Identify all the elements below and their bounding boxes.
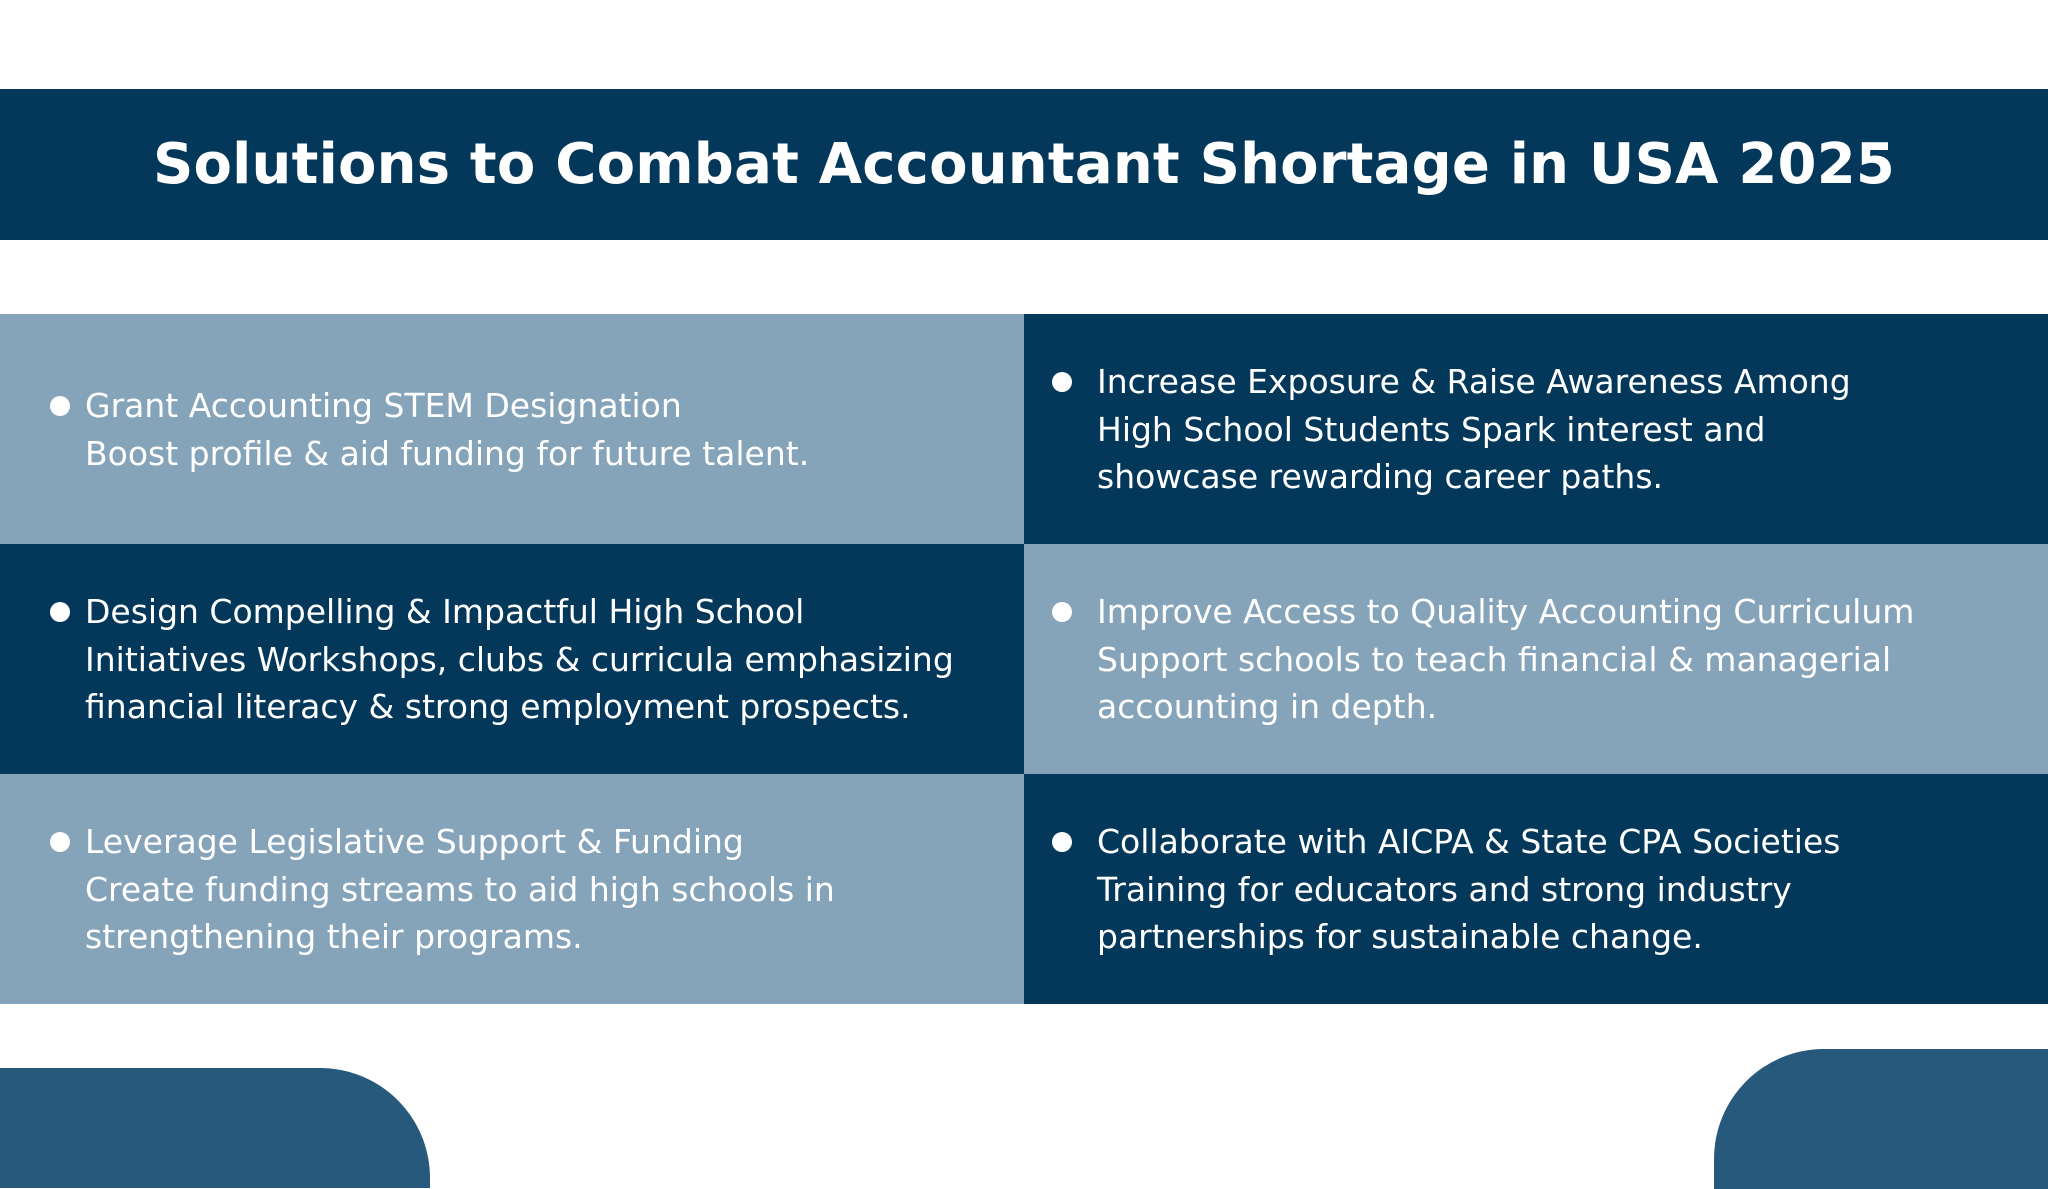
- solution-cell-legislative-support: [0, 774, 1024, 1004]
- solution-text: [85, 588, 954, 731]
- solution-line: strengthening their programs.: [85, 917, 583, 956]
- solution-line: High School Students Spark interest and: [1097, 409, 1766, 449]
- solution-heading: Increase Exposure & Raise Awareness Among: [1097, 362, 1851, 401]
- bullet-icon: [50, 832, 70, 852]
- solution-text: [85, 382, 809, 477]
- solution-line: financial literacy & strong employment prospects.: [85, 687, 911, 726]
- solution-line: showcase rewarding career paths.: [1097, 457, 1664, 496]
- solution-line: Initiatives Workshops, clubs & curricula emphasizing: [85, 639, 954, 679]
- solution-line: Boost profile & aid funding for future talent.: [85, 433, 810, 473]
- list-item: [50, 382, 809, 477]
- solution-cell-high-school-initiatives: [0, 544, 1024, 774]
- list-item: [50, 588, 954, 731]
- bullet-icon: [50, 396, 70, 416]
- solution-heading: Collaborate with AICPA & State CPA Societies: [1097, 822, 1841, 861]
- solution-text: [1097, 588, 1914, 731]
- solution-line: partnerships for sustainable change.: [1097, 917, 1703, 956]
- bullet-icon: [1052, 372, 1072, 392]
- list-item: [1052, 818, 1840, 961]
- solution-heading: Improve Access to Quality Accounting Curriculum: [1097, 592, 1915, 631]
- solution-cell-stem-designation: [0, 314, 1024, 544]
- solution-line: Training for educators and strong industry: [1097, 869, 1792, 909]
- solution-line: accounting in depth.: [1097, 687, 1438, 726]
- solution-heading: Grant Accounting STEM Designation: [85, 386, 682, 425]
- solution-cell-curriculum-access: [1024, 544, 2048, 774]
- solution-line: Support schools to teach financial & managerial: [1097, 639, 1892, 679]
- solution-heading: Leverage Legislative Support & Funding: [85, 822, 744, 861]
- solutions-grid: [0, 314, 2048, 1004]
- bullet-icon: [1052, 832, 1072, 852]
- solution-text: [1097, 358, 1851, 501]
- list-item: [1052, 358, 1851, 501]
- list-item: [1052, 588, 1914, 731]
- solution-cell-aicpa-collaboration: [1024, 774, 2048, 1004]
- title-banner: [0, 89, 2048, 240]
- solution-text: [85, 818, 835, 961]
- list-item: [50, 818, 835, 961]
- decorative-shape-right: [1714, 1049, 2048, 1189]
- solution-line: Create funding streams to aid high schools in: [85, 869, 835, 909]
- decorative-shape-left: [0, 1068, 430, 1188]
- solution-heading: Design Compelling & Impactful High School: [85, 592, 805, 631]
- solution-cell-increase-exposure: [1024, 314, 2048, 544]
- bullet-icon: [1052, 602, 1072, 622]
- bullet-icon: [50, 602, 70, 622]
- solution-text: [1097, 818, 1840, 961]
- page-title: Solutions to Combat Accountant Shortage in USA 2025: [152, 132, 1896, 197]
